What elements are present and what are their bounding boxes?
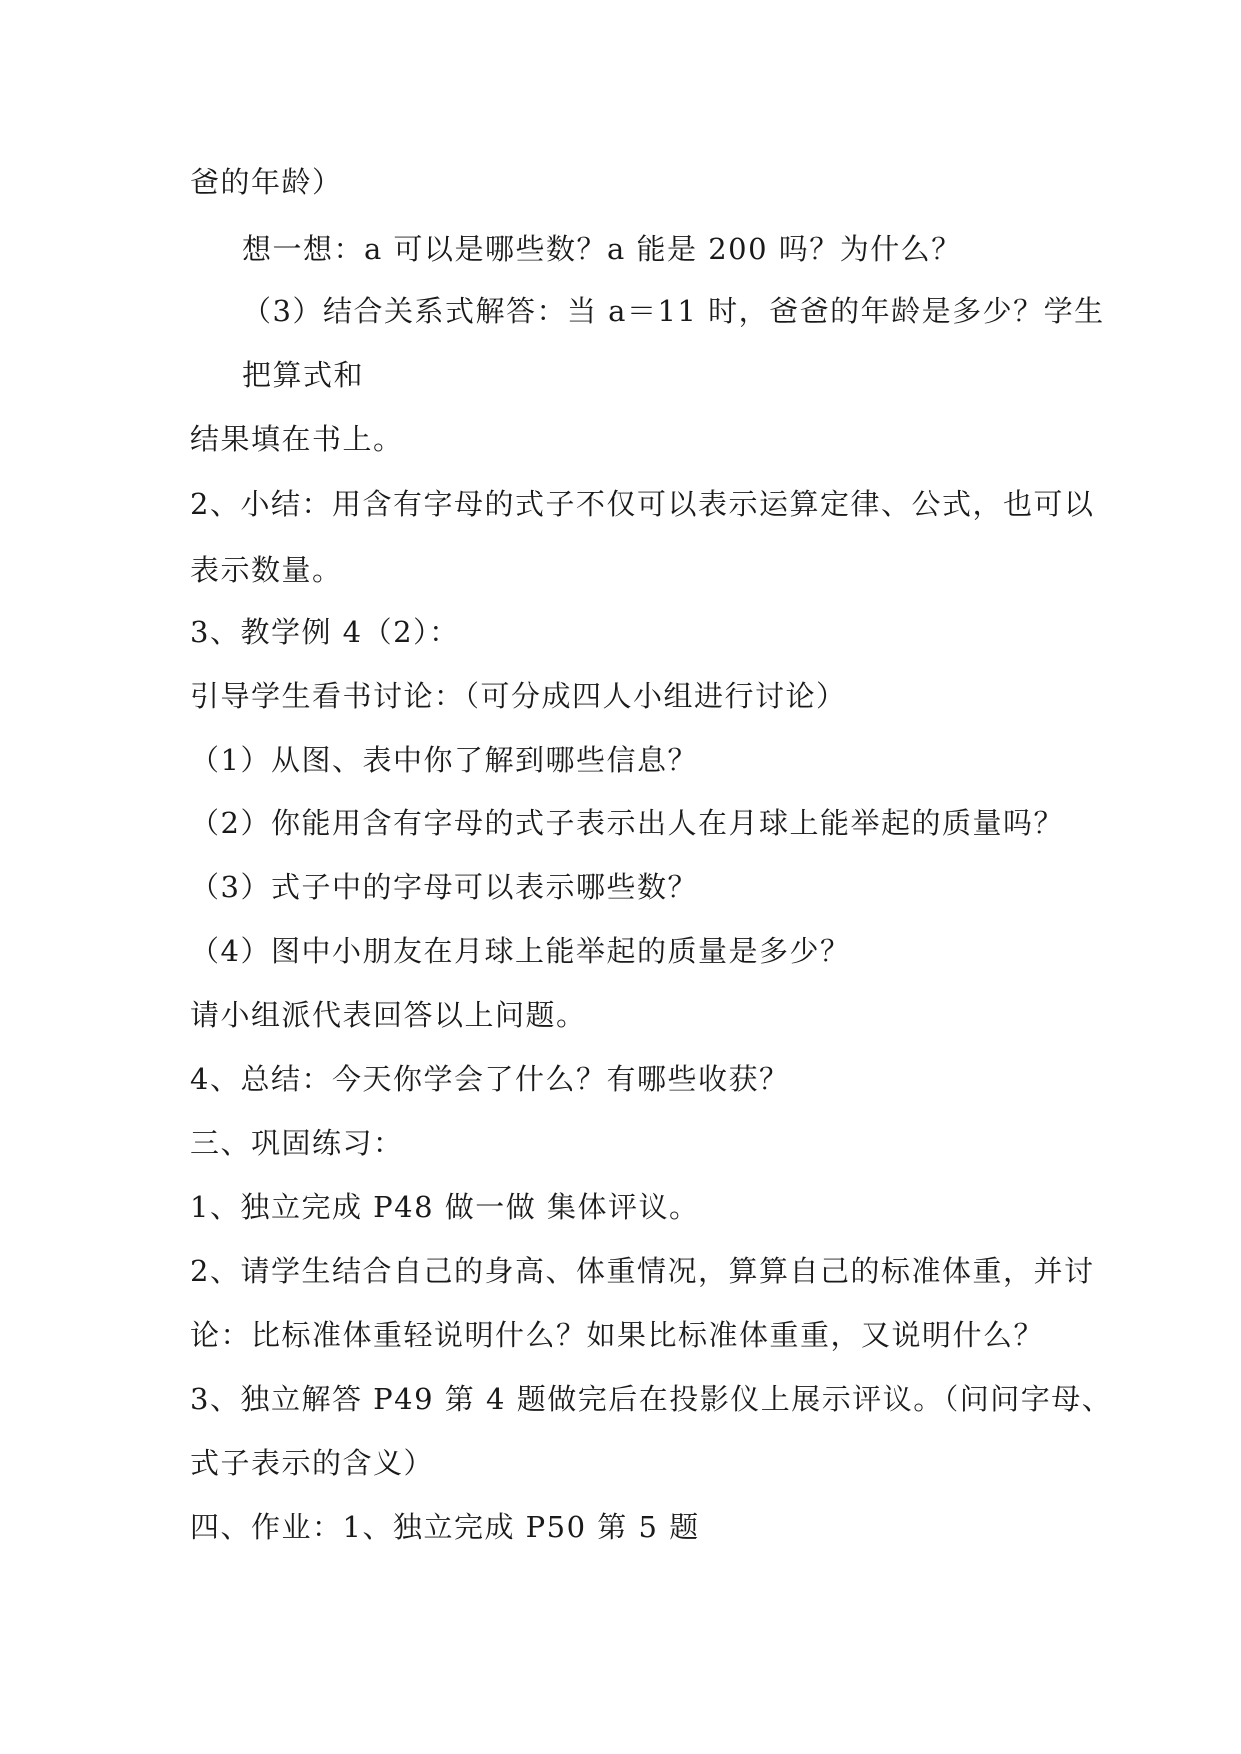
text-line: （1）从图、表中你了解到哪些信息？ xyxy=(190,743,698,777)
text-line: 想一想：a 可以是哪些数？a 能是 200 吗？为什么？ xyxy=(242,232,962,266)
text-line: 爸的年龄） xyxy=(190,165,343,199)
text-line: 3、独立解答 P49 第 4 题做完后在投影仪上展示评议。（问问字母、 xyxy=(190,1382,1113,1416)
text-line: 4、总结：今天你学会了什么？有哪些收获？ xyxy=(190,1062,790,1096)
text-line: 式子表示的含义） xyxy=(190,1446,435,1480)
text-line: 2、请学生结合自己的身高、体重情况，算算自己的标准体重，并讨 xyxy=(190,1254,1095,1288)
text-line: （4）图中小朋友在月球上能举起的质量是多少？ xyxy=(190,934,851,968)
text-line: 三、巩固练习： xyxy=(190,1126,404,1160)
text-line: （3）式子中的字母可以表示哪些数？ xyxy=(190,870,698,904)
text-line: 表示数量。 xyxy=(190,553,343,587)
text-line: 论：比标准体重轻说明什么？如果比标准体重重，又说明什么？ xyxy=(190,1318,1045,1352)
text-line: （2）你能用含有字母的式子表示出人在月球上能举起的质量吗？ xyxy=(190,806,1064,840)
text-line: 1、独立完成 P48 做一做 集体评议。 xyxy=(190,1190,700,1224)
text-line: 2、小结：用含有字母的式子不仅可以表示运算定律、公式，也可以 xyxy=(190,487,1095,521)
text-line: 引导学生看书讨论：（可分成四人小组进行讨论） xyxy=(190,679,847,713)
text-line: 结果填在书上。 xyxy=(190,422,404,456)
text-line: 把算式和 xyxy=(242,358,365,392)
text-line: （3）结合关系式解答：当 a＝11 时，爸爸的年龄是多少？学生 xyxy=(242,294,1105,328)
text-line: 3、教学例 4（2）： xyxy=(190,615,460,649)
text-line: 四、作业：1、独立完成 P50 第 5 题 xyxy=(190,1510,700,1544)
text-line: 请小组派代表回答以上问题。 xyxy=(190,998,587,1032)
